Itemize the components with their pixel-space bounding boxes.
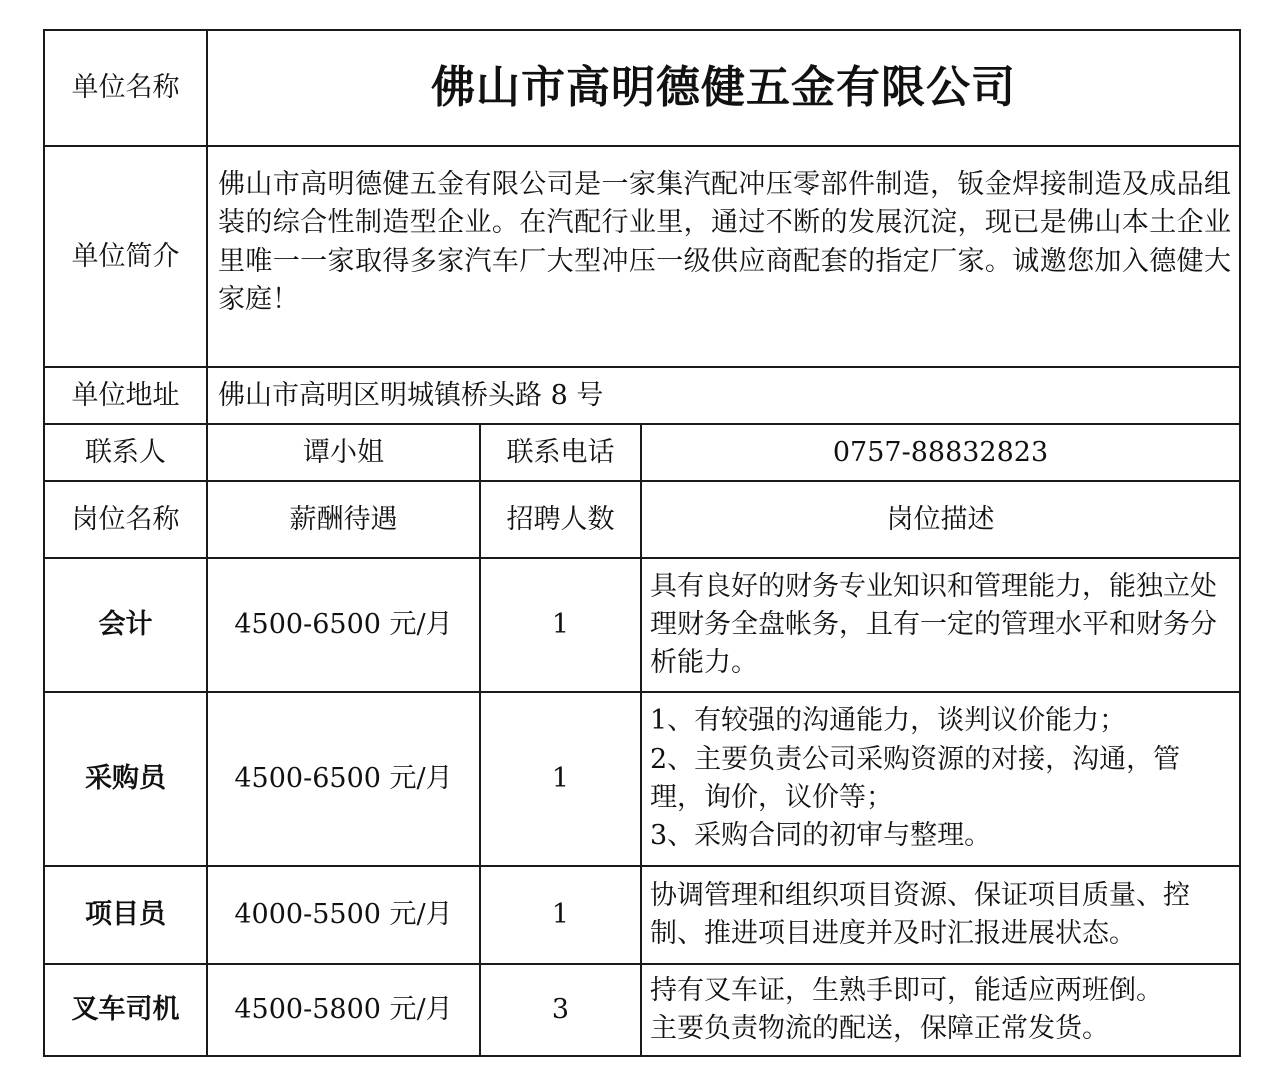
recruitment-table: [43, 29, 1241, 1057]
contact-person-label: 联系人: [44, 424, 207, 481]
job-description-line: 协调管理和组织项目资源、保证项目质量、控制、推进项目进度并及时汇报进展状态。: [650, 879, 1190, 949]
header-salary: 薪酬待遇: [207, 481, 480, 558]
jobs-header-row: [44, 481, 1240, 558]
job-count: 1: [480, 692, 641, 866]
job-row: [44, 964, 1240, 1056]
contact-phone-label: 联系电话: [480, 424, 641, 481]
job-salary: 4500-5800 元/月: [207, 964, 480, 1056]
job-position: 叉车司机: [44, 964, 207, 1056]
contact-row: [44, 424, 1240, 481]
job-salary: 4000-5500 元/月: [207, 866, 480, 964]
job-description: [641, 866, 1240, 964]
company-address-row: [44, 367, 1240, 424]
company-name-row: [44, 30, 1240, 146]
company-name: 佛山市高明德健五金有限公司: [207, 30, 1240, 146]
job-position: 会计: [44, 558, 207, 692]
company-address: 佛山市高明区明城镇桥头路 8 号: [207, 367, 1240, 424]
job-row: [44, 866, 1240, 964]
job-description: [641, 558, 1240, 692]
job-description-line: 主要负责物流的配送，保障正常发货。: [650, 1013, 1109, 1044]
job-row: [44, 558, 1240, 692]
job-description: [641, 964, 1240, 1056]
job-count: 3: [480, 964, 641, 1056]
job-position: 项目员: [44, 866, 207, 964]
job-salary: 4500-6500 元/月: [207, 692, 480, 866]
company-name-label: 单位名称: [44, 30, 207, 146]
company-address-label: 单位地址: [44, 367, 207, 424]
job-description-line: 持有叉车证，生熟手即可，能适应两班倒。: [650, 974, 1163, 1006]
header-description: 岗位描述: [641, 481, 1240, 558]
job-description-line: 3、采购合同的初审与整理。: [650, 820, 992, 852]
job-description-line: 2、主要负责公司采购资源的对接，沟通，管理，询价，议价等；: [650, 743, 1181, 813]
job-salary: 4500-6500 元/月: [207, 558, 480, 692]
job-count: 1: [480, 866, 641, 964]
job-description-line: 具有良好的财务专业知识和管理能力，能独立处理财务全盘帐务，且有一定的管理水平和财务分析能力。: [650, 570, 1217, 679]
job-description-line: 1、有较强的沟通能力，谈判议价能力；: [650, 705, 1127, 737]
header-position: 岗位名称: [44, 481, 207, 558]
contact-person: 谭小姐: [207, 424, 480, 481]
company-intro-row: [44, 146, 1240, 367]
job-description: [641, 692, 1240, 866]
job-row: [44, 692, 1240, 866]
job-count: 1: [480, 558, 641, 692]
company-intro-label: 单位简介: [44, 146, 207, 367]
header-count: 招聘人数: [480, 481, 641, 558]
contact-phone: 0757-88832823: [641, 424, 1240, 481]
job-position: 采购员: [44, 692, 207, 866]
company-intro: 佛山市高明德健五金有限公司是一家集汽配冲压零部件制造，钣金焊接制造及成品组装的综合性制造型企业。在汽配行业里，通过不断的发展沉淀，现已是佛山本土企业里唯一一家取得多家汽车厂大型冲压一级供应商配套的指定厂家。诚邀您加入德健大家庭！: [207, 146, 1240, 367]
